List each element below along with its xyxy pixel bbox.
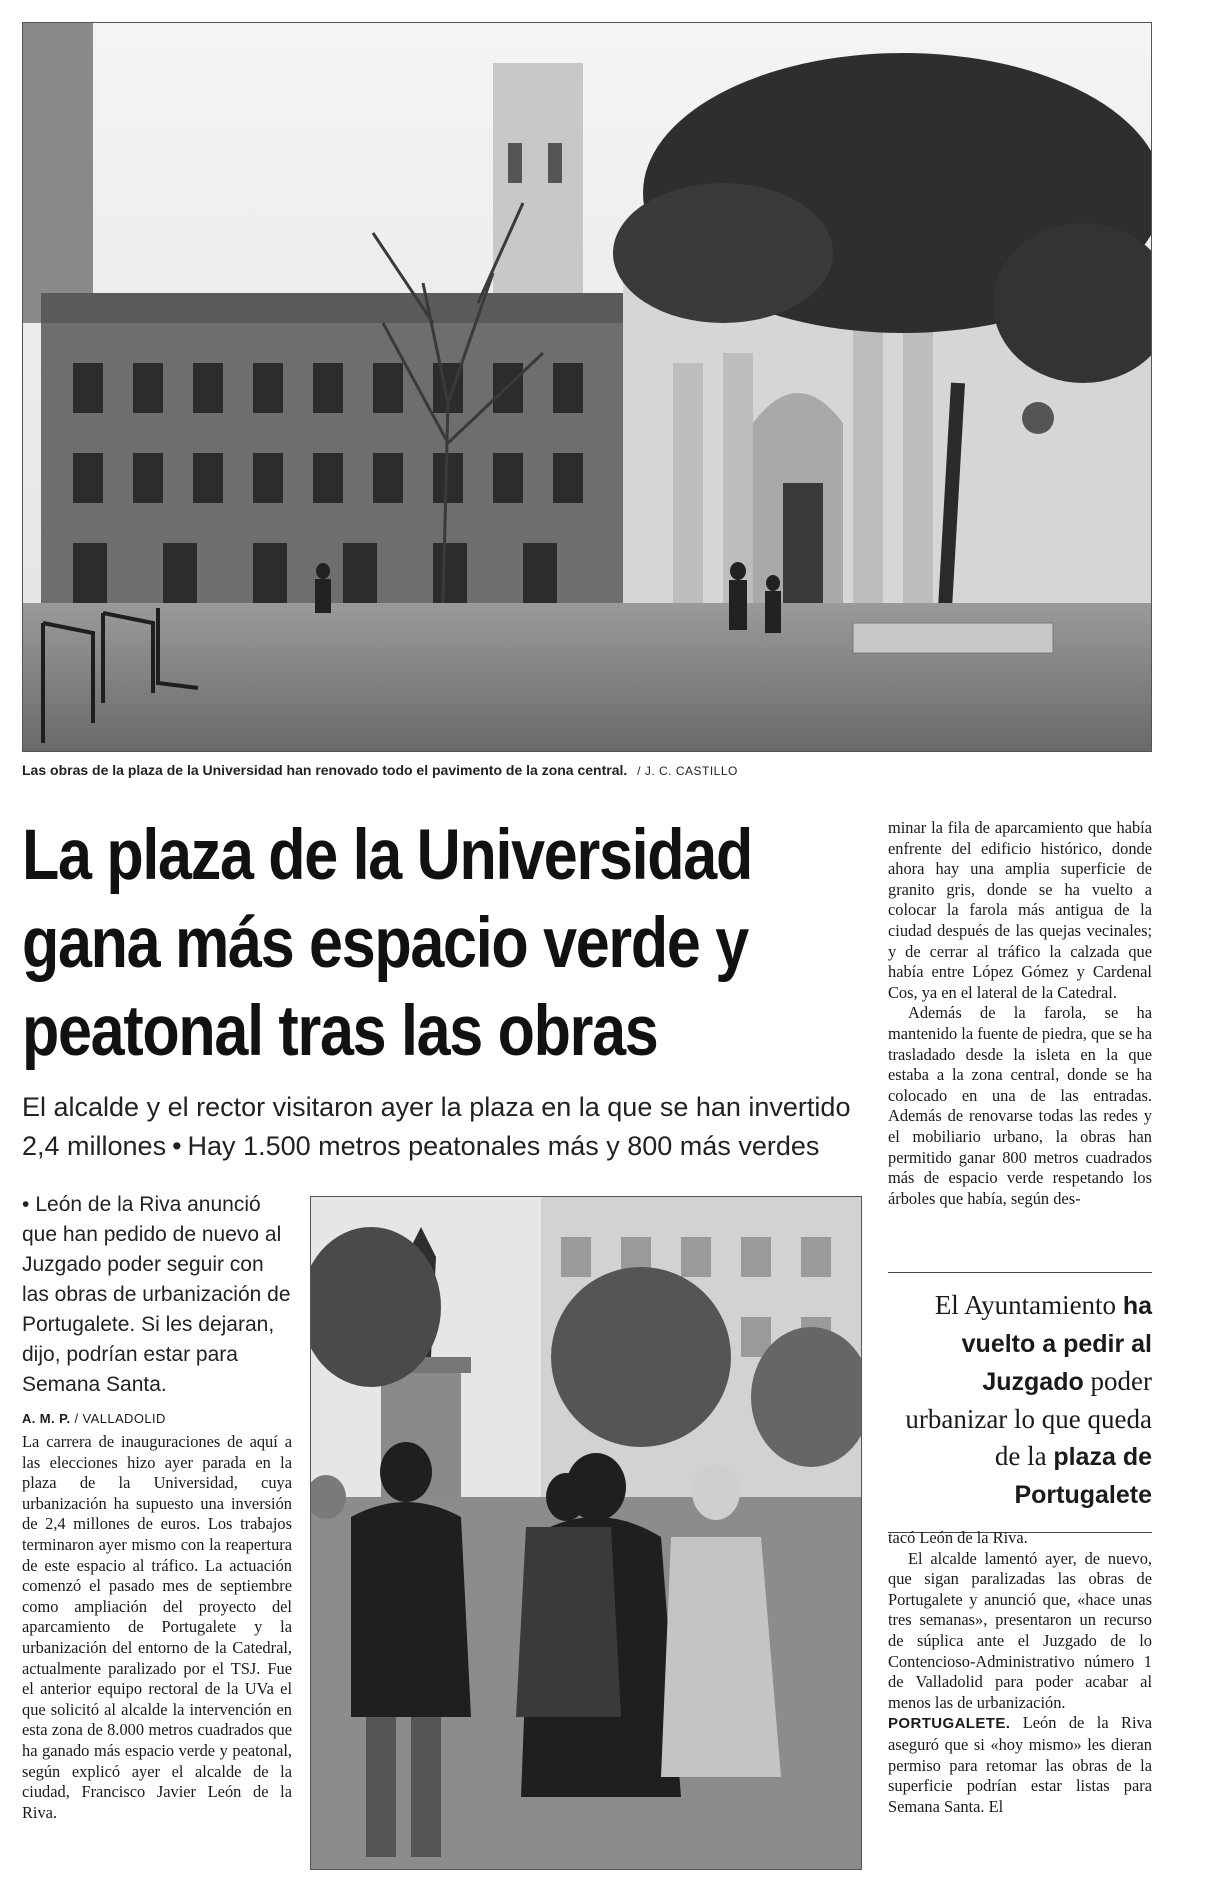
byline-place: / VALLADOLID — [74, 1411, 166, 1426]
headline-line-1: La plaza de la Universidad — [22, 816, 752, 895]
body-text: León de la Riva aseguró que si «hoy mismo» les dieran permiso para retomar las obras de la superficie podrían estar listas para Semana Santa. El — [888, 1713, 1152, 1816]
lead-summary — [22, 1190, 292, 1400]
pullquote-b: ha vuelto a pedir al Juzgado — [961, 1292, 1152, 1396]
secondary-photo — [310, 1196, 862, 1870]
body-column-3-top — [888, 818, 1152, 1248]
plaza-photo-illustration — [23, 23, 1151, 751]
pullquote-d: plaza de Portugalete — [1014, 1443, 1152, 1509]
photo-credit: / J. C. CASTILLO — [637, 764, 738, 778]
headline-line-3: peatonal tras las obras — [22, 992, 658, 1071]
body-paragraph — [888, 1713, 1152, 1817]
main-photo — [22, 22, 1152, 752]
subhead-part-1: El alcalde y el rector visitaron ayer la plaza en la que se han invertido 2,4 millones — [22, 1092, 851, 1161]
body-column-3-bottom — [888, 1528, 1152, 1868]
body-paragraph: Además de la farola, se ha mantenido la fuente de piedra, que se ha trasladado desde la isleta en la que estaba a la zona central, donde se ha colocado en una de las entradas. Además de renovarse todas las redes y el mobiliario urbano, la obras han permitido ganar 800 metros cuadrados más de espacio verde respetando los árboles que había, según des- — [888, 1003, 1152, 1208]
body-column-1 — [22, 1432, 292, 1862]
body-paragraph: tacó León de la Riva. — [888, 1528, 1028, 1547]
byline-author: A. M. P. — [22, 1411, 71, 1426]
subhead-separator: • — [172, 1131, 182, 1161]
lead-bullet: • — [22, 1193, 30, 1216]
subheadline — [22, 1088, 872, 1166]
officials-walking-photo-illustration — [311, 1197, 861, 1869]
pull-quote — [888, 1272, 1152, 1533]
pullquote-c: poder urbanizar lo que queda de la — [905, 1366, 1152, 1471]
caption-text: Las obras de la plaza de la Universidad han renovado todo el pavimento de la zona central. — [22, 762, 628, 778]
headline — [22, 812, 873, 1076]
section-runin: PORTUGALETE. — [888, 1715, 1011, 1733]
pullquote-a: El Ayuntamiento — [934, 1290, 1117, 1320]
photo-caption — [22, 762, 1142, 778]
headline-line-2: gana más espacio verde y — [22, 904, 748, 983]
body-paragraph: La carrera de inauguraciones de aquí a las elecciones hizo ayer parada en la plaza de la Universidad, cuya urbanización ha supuesto una inversión de 2,4 millones de euros. Los trabajos terminaron ayer mismo con la reapertura de este espacio al tráfico. La actuación comenzó el pasado mes de septiembre como ampliación del proyecto del aparcamiento de Portugalete y la urbanización del entorno de la Catedral, actualmente paralizado por el TSJ. Fue el anterior equipo rectoral de la UVa el que solicitó al alcalde la intervención en esta zona de 8.000 metros cuadrados que ha ganado más espacio verde y peatonal, según explicó ayer el alcalde de la ciudad, Francisco Javier León de la Riva. — [22, 1432, 292, 1822]
byline — [22, 1411, 292, 1426]
subhead-part-2: Hay 1.500 metros peatonales más y 800 más verdes — [187, 1131, 820, 1161]
lead-text: León de la Riva anunció que han pedido de nuevo al Juzgado poder seguir con las obras de urbanización de Portugalete. Si les dejaran, dijo, podrían estar para Semana Santa. — [22, 1193, 291, 1396]
body-paragraph: El alcalde lamentó ayer, de nuevo, que sigan paralizadas las obras de Portugalete y anunció que, «hace unas tres semanas», presentaron un recurso de súplica ante el Juzgado de lo Contencioso-Administrativo número 1 de Valladolid para poder acabar al menos las de urbanización. — [888, 1548, 1152, 1712]
body-paragraph: minar la fila de aparcamiento que había enfrente del edificio histórico, donde ahora hay una amplia superficie de granito gris, donde se ha vuelto a colocar la farola más antigua de la ciudad después de las quejas vecinales; y de cerrar al tráfico la calzada que había entre López Gómez y Cardenal Cos, ya en el lateral de la Catedral. — [888, 818, 1152, 1002]
